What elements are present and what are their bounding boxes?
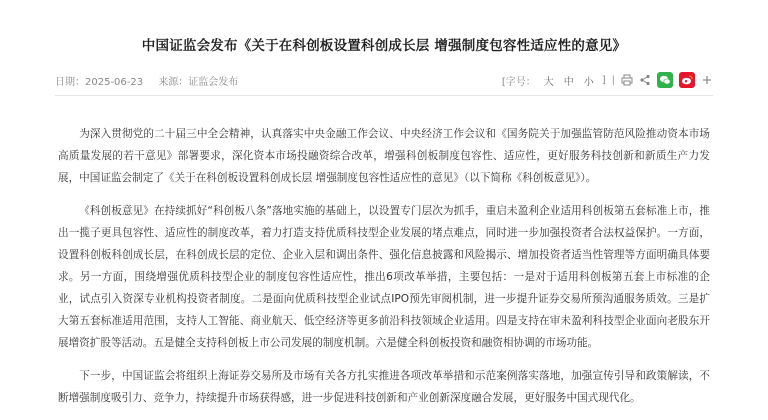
wechat-icon[interactable]: [657, 72, 673, 88]
print-icon[interactable]: [621, 74, 633, 86]
article-meta: [55, 70, 713, 90]
plus-icon[interactable]: [701, 74, 713, 86]
article-title: 中国证监会发布《关于在科创板设置科创成长层 增强制度包容性适应性的意见》: [141, 38, 627, 54]
article-source: 来源：证监会发布: [158, 77, 239, 88]
toolbar-separator: |: [611, 74, 615, 86]
article-tools: [502, 70, 713, 90]
font-size-medium-button[interactable]: 中: [563, 76, 574, 88]
font-size-small-button[interactable]: 小: [583, 76, 594, 88]
font-size-label: [字号：: [501, 76, 536, 88]
font-size-close: ]: [601, 74, 606, 86]
font-size-large-button[interactable]: 大: [543, 76, 554, 88]
share-icon[interactable]: [639, 74, 651, 86]
publish-date: 日期：2025-06-23: [55, 77, 144, 88]
article-body: [58, 123, 710, 420]
paragraph-2: 《科创板意见》在持续抓好“科创板八条”落地实施的基础上，以设置专门层次为抓手，重启未盈利企业适用科创板第五套标准上市，推出一揽子更具包容性、适应性的制度改革，着力打造支持优质科技型企业发展的堵点难点，同时进一步加强投资者合法权益保护。一方面，设置科创板科创成长层，在科创成长层的定位、企业入层和调出条件、强化信息披露和风险揭示、增加投资者适当性管理等方面明确具体要求。另一方面，围绕增强优质科技型企业的制度包容性适应性，推出6项改革举措，主要包括：一是对于适用科创板第五套上市标准的企业，试点引入资深专业机构投资者制度。二是面向优质科技型企业试点IPO预先审阅机制，进一步提升证券交易所预沟通服务质效。三是扩大第五套标准适用范围，支持人工智能、商业航天、低空经济等更多前沿科技领域企业适用。四是支持在审未盈利科技型企业面向老股东开展增资扩股等活动。五是健全支持科创板上市公司发展的制度机制。六是健全科创板投资和融资相协调的市场功能。: [58, 205, 710, 349]
meta-info: [55, 73, 250, 88]
paragraph-3: 下一步，中国证监会将组织上海证券交易所及市场有关各方扎实推进各项改革举措和示范案例落实落地，加强宣传引导和政策解读，不断增强制度吸引力、竞争力，持续提升市场获得感，进一步促进科技创新和产业创新深度融合发展，更好服务中国式现代化。: [58, 370, 710, 404]
meta-divider: [55, 95, 713, 96]
weibo-icon[interactable]: [679, 72, 695, 88]
paragraph-1: 为深入贯彻党的二十届三中全会精神，认真落实中央金融工作会议、中央经济工作会议和《国务院关于加强监管防范风险推动资本市场高质量发展的若干意见》部署要求，深化资本市场投融资综合改革，增强科创板制度包容性、适应性，更好服务科技创新和新质生产力发展，中国证监会制定了《关于在科创板设置科创成长层 增强制度包容性适应性的意见》（以下简称《科创板意见》）。: [58, 128, 710, 184]
